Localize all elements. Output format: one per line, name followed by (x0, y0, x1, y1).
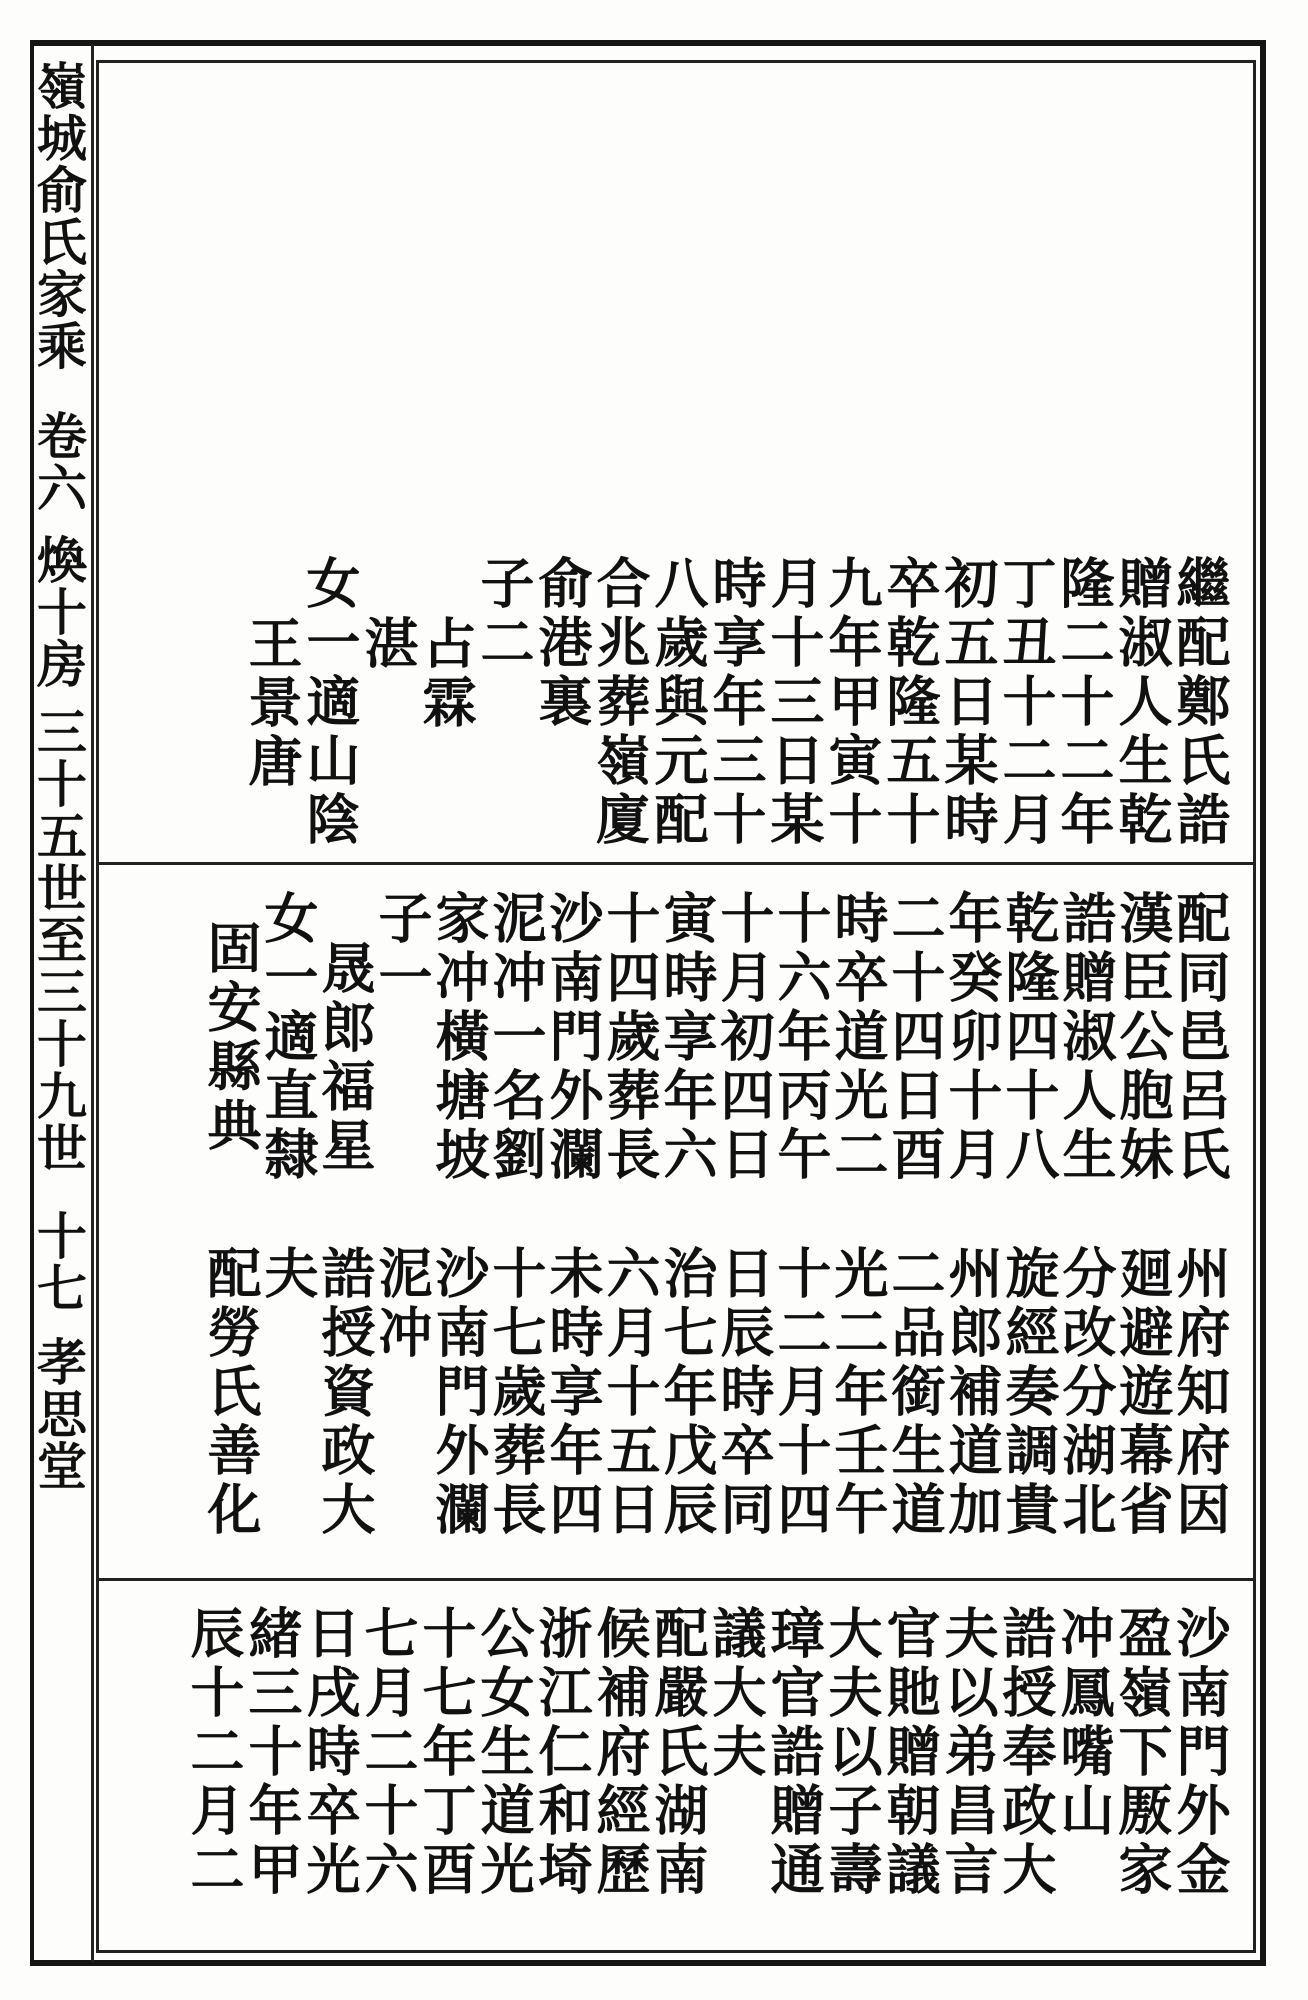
text-column: 治七年戊辰 (655, 1245, 719, 1540)
text-column: 州府知府因 (1168, 1245, 1232, 1540)
register-divider-2 (96, 1578, 1256, 1581)
text-column: 二十四日酉 (883, 890, 947, 1185)
text-column: 子一 (370, 890, 434, 1008)
text-column: 十七歲葬長 (484, 1245, 548, 1540)
text-column: 夫以弟昌言 (936, 1605, 1000, 1900)
text-column: 官貤贈朝議 (878, 1605, 942, 1900)
text-column: 八歲與元配 (646, 555, 710, 850)
text-column: 分改分湖北 (1054, 1245, 1118, 1540)
text-column: 沙南門外金 (1168, 1605, 1232, 1900)
text-column: 丁丑十二月 (994, 555, 1058, 850)
text-column: 光二年壬午 (826, 1245, 890, 1540)
text-column: 贈淑人生乾 (1110, 555, 1174, 850)
text-column: 泥冲 (370, 1245, 434, 1363)
volume-label: 卷六 (29, 410, 88, 514)
text-column: 璋官誥贈通 (762, 1605, 826, 1900)
text-column: 十六年丙午 (769, 890, 833, 1185)
page-number: 十七 (29, 1210, 88, 1314)
text-column: 議大夫 (704, 1605, 768, 1782)
text-column: 九年甲寅十 (820, 555, 884, 850)
text-column: 配嚴氏湖南 (646, 1605, 710, 1900)
text-column: 卒乾隆五十 (878, 555, 942, 850)
text-column: 七月二十六 (356, 1605, 420, 1900)
text-column: 十七年丁酉 (414, 1605, 478, 1900)
text-column: 冲鳳嘴山 (1052, 1605, 1116, 1841)
branch-label: 煥十房 (29, 534, 88, 690)
text-column: 候補府經歷 (588, 1605, 652, 1900)
text-column: 廻避遊幕省 (1111, 1245, 1175, 1540)
text-column: 泥冲一名劉 (484, 890, 548, 1185)
text-column: 夫 (256, 1245, 320, 1304)
text-column: 誥授奉政大 (994, 1605, 1058, 1900)
text-column: 旋經奏調貴 (997, 1245, 1061, 1540)
text-column: 辰十二月二 (182, 1605, 246, 1900)
book-title: 嶺城俞氏家乘 (29, 60, 88, 372)
text-column: 合兆葬嶺廈 (588, 555, 652, 850)
margin-column (29, 60, 94, 1492)
text-column: 子二 (472, 555, 536, 673)
text-column: 初五日某時 (936, 555, 1000, 850)
text-column: 女一適山陰 (298, 555, 362, 850)
text-column: 配同邑呂氏 (1168, 890, 1232, 1185)
text-column: 誥贈淑人生 (1054, 890, 1118, 1185)
text-column: 未時享年四 (541, 1245, 605, 1540)
text-column: 月十三日某 (762, 555, 826, 850)
text-column: 十四歲葬長 (598, 890, 662, 1185)
text-column: 日辰時卒同 (712, 1245, 776, 1540)
text-column: 固安縣典 (199, 920, 263, 1156)
text-column: 緒三十年甲 (240, 1605, 304, 1900)
text-column: 二品銜生道 (883, 1245, 947, 1540)
text-column: 大夫以子壽 (820, 1605, 884, 1900)
generation-range: 三十五世至三十九世 (29, 706, 88, 1174)
text-column: 日戌時卒光 (298, 1605, 362, 1900)
text-column: 年癸卯十月 (940, 890, 1004, 1185)
text-column: 乾隆四十八 (997, 890, 1061, 1185)
text-column: 時卒道光二 (826, 890, 890, 1185)
text-column: 繼配鄭氏誥 (1168, 555, 1232, 850)
text-column: 家冲橫塘坡 (427, 890, 491, 1185)
text-column: 俞港裏 (530, 555, 594, 732)
hall-name: 孝思堂 (29, 1336, 88, 1492)
text-column: 女一適直隸 (256, 890, 320, 1185)
register-divider-1 (96, 862, 1256, 865)
text-column: 寅時享年六 (655, 890, 719, 1185)
text-column: 州郎補道加 (940, 1245, 1004, 1540)
text-column: 占霖 (414, 615, 478, 733)
text-column: 十二月十四 (769, 1245, 833, 1540)
text-column: 王景唐 (240, 615, 304, 792)
text-column: 誥授資政大 (313, 1245, 377, 1540)
text-column: 時享年三十 (704, 555, 768, 850)
text-column: 湛 (356, 615, 420, 674)
text-column: 十月初四日 (712, 890, 776, 1185)
text-column: 晟郎福星 (313, 940, 377, 1176)
text-column: 沙南門外瀾 (541, 890, 605, 1185)
text-column: 六月十五日 (598, 1245, 662, 1540)
text-column: 盈嶺下厫家 (1110, 1605, 1174, 1900)
text-column: 漢臣公胞妹 (1111, 890, 1175, 1185)
text-column: 隆二十二年 (1052, 555, 1116, 850)
text-column: 配勞氏善化 (199, 1245, 263, 1540)
text-column: 浙江仁和埼 (530, 1605, 594, 1900)
text-column: 沙南門外瀾 (427, 1245, 491, 1540)
text-column: 公女生道光 (472, 1605, 536, 1900)
